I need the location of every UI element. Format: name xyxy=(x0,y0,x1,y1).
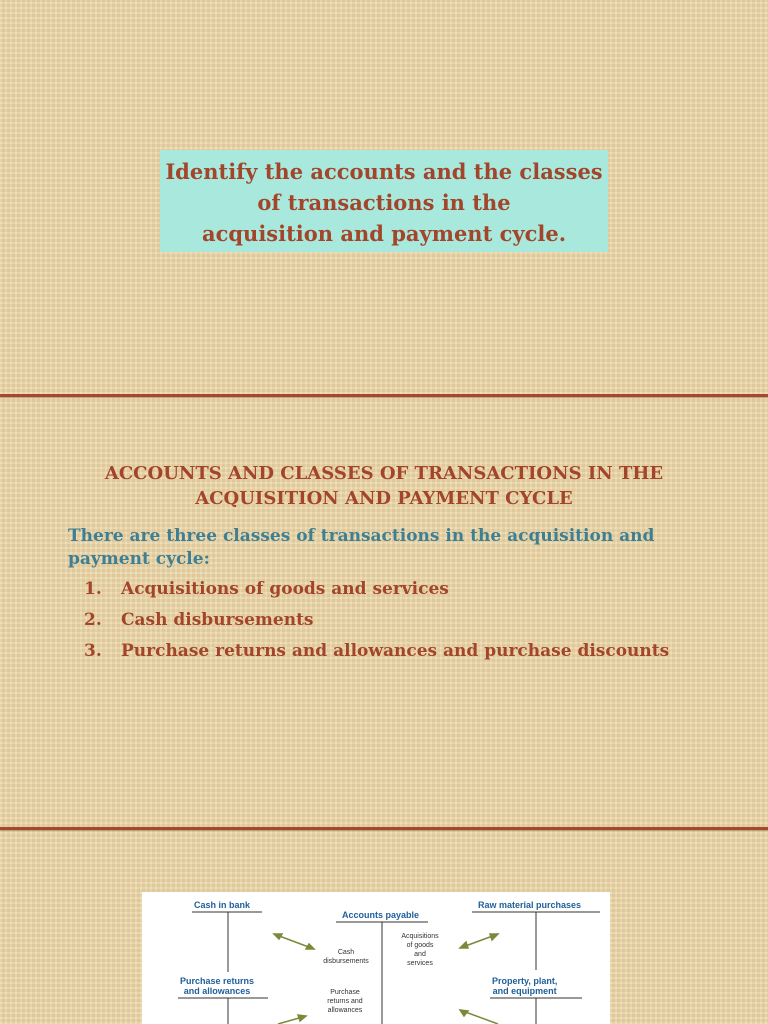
list-number: 1. xyxy=(84,579,102,599)
intro-text: There are three classes of transactions in the acquisition and payment cycle: xyxy=(68,526,655,569)
accounts-payable-label: Accounts payable xyxy=(342,910,420,920)
list-text: Cash disbursements xyxy=(121,610,314,630)
title-box xyxy=(160,150,608,252)
title-line-2: of transactions in the xyxy=(257,190,511,215)
list-item xyxy=(84,578,684,601)
arrowhead-cash-left xyxy=(274,934,282,939)
arrowhead-returns xyxy=(298,1015,306,1021)
list-text: Purchase returns and allowances and purchase discounts xyxy=(121,641,670,661)
cash-in-bank-label: Cash in bank xyxy=(194,900,251,910)
title-line-3: acquisition and payment cycle. xyxy=(201,221,567,246)
acq-line-1: Acquisitions xyxy=(401,933,439,940)
pr-line-1: Purchase xyxy=(330,989,360,996)
title-line-1: Identify the accounts and the classes xyxy=(165,159,603,184)
acquisitions-label xyxy=(390,932,450,968)
slide-diagram xyxy=(0,830,768,1024)
slide-title xyxy=(0,0,768,394)
cash-disbursements-label xyxy=(310,948,382,966)
property-plant-label xyxy=(492,976,557,996)
purchase-returns-transaction-label xyxy=(314,988,376,1015)
list-text: Acquisitions of goods and services xyxy=(121,579,449,599)
purchase-returns-line-2: and allowances xyxy=(183,986,251,996)
list-item xyxy=(84,609,684,632)
list-item xyxy=(84,640,684,663)
slide-classes xyxy=(0,397,768,827)
acq-line-2: of goods xyxy=(406,942,434,949)
raw-material-label: Raw material purchases xyxy=(478,900,582,910)
list-number: 2. xyxy=(84,610,102,630)
arrowhead-ppe xyxy=(460,1010,468,1016)
arrowhead-acq-left xyxy=(460,942,468,948)
list-number: 3. xyxy=(84,641,102,661)
pr-line-3: allowances xyxy=(327,1007,363,1014)
slide-heading xyxy=(70,461,698,511)
acq-line-3: and xyxy=(414,951,426,958)
heading-line-2: ACQUISITION AND PAYMENT CYCLE xyxy=(195,488,573,509)
cash-disb-line-1: Cash xyxy=(337,949,355,956)
pr-line-2: returns and xyxy=(327,998,363,1005)
purchase-returns-account-label xyxy=(180,976,254,996)
property-plant-line-2: and equipment xyxy=(492,986,557,996)
purchase-returns-line-1: Purchase returns xyxy=(180,976,255,986)
heading-line-1: ACCOUNTS AND CLASSES OF TRANSACTIONS IN THE xyxy=(104,463,664,484)
t-account-diagram xyxy=(142,892,610,1024)
arrowhead-acq-right xyxy=(490,934,498,940)
cash-disb-line-2: disbursements xyxy=(323,958,369,965)
property-plant-line-1: Property, plant, xyxy=(492,976,558,986)
acq-line-4: services xyxy=(407,960,433,967)
transaction-class-list xyxy=(84,578,684,671)
